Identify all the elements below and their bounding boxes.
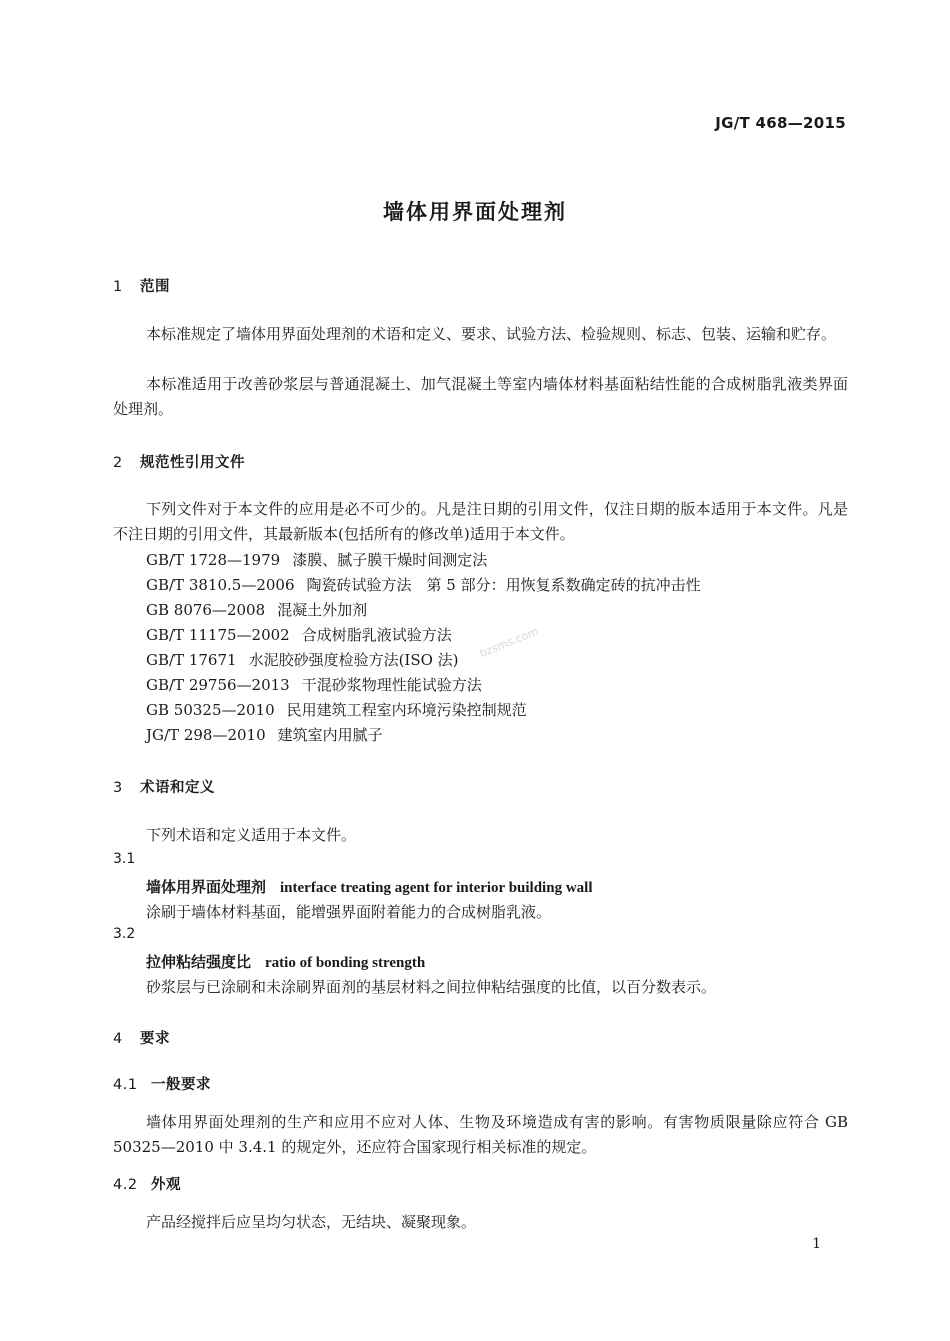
subsection-4-1-heading [113,1073,211,1094]
document-title: 墙体用界面处理剂 [383,200,567,224]
reference-name: 水泥胶砂强度检验方法(ISO 法) [248,651,459,669]
subsection-4-2-heading [113,1173,181,1194]
section-title: 规范性引用文件 [140,455,245,471]
section-title: 范围 [140,279,170,295]
section-1-paragraph-2: 本标准适用于改善砂浆层与普通混凝土、加气混凝土等室内墙体材料基面粘结性能的合成树脂乳液类界面处理剂。 [113,375,848,418]
reference-item [146,623,701,648]
subsection-4-2-text: 产品经搅拌后应呈均匀状态，无结块、凝聚现象。 [146,1213,477,1231]
subsection-number: 4.1 [113,1077,138,1093]
section-number: 4 [113,1031,123,1047]
reference-name: 民用建筑工程室内环境污染控制规范 [286,701,527,719]
reference-code: GB/T 1728—1979 [146,551,281,569]
reference-name: 建筑室内用腻子 [277,726,383,744]
reference-name: 干混砂浆物理性能试验方法 [301,676,482,694]
section-number: 2 [113,455,123,471]
reference-name: 漆膜、腻子膜干燥时间测定法 [292,551,488,569]
term-english: ratio of bonding strength [265,955,426,971]
reference-item [146,548,701,573]
reference-name: 合成树脂乳液试验方法 [301,626,452,644]
reference-item [146,648,701,673]
section-2-heading [113,451,245,472]
section-4-heading [113,1027,170,1048]
reference-code: GB 50325—2010 [146,701,275,719]
reference-code: GB/T 17671 [146,651,237,669]
section-title: 术语和定义 [140,780,215,796]
section-1-heading [113,275,170,296]
normative-references-list [146,548,701,748]
section-2-intro: 下列文件对于本文件的应用是必不可少的。凡是注日期的引用文件，仅注日期的版本适用于本文件。凡是不注日期的引用文件，其最新版本(包括所有的修改单)适用于本文件。 [113,500,848,543]
section-3-heading [113,776,215,797]
subsection-title: 一般要求 [151,1077,211,1093]
section-number: 1 [113,279,123,295]
reference-code: GB 8076—2008 [146,601,266,619]
reference-item [146,723,701,748]
reference-item [146,698,701,723]
reference-item [146,673,701,698]
reference-code: GB/T 29756—2013 [146,676,290,694]
term-title [146,876,592,897]
section-1-paragraph-1: 本标准规定了墙体用界面处理剂的术语和定义、要求、试验方法、检验规则、标志、包装、运输和贮存。 [146,325,837,343]
watermark: bzsms.com [477,624,541,661]
term-definition: 涂刷于墙体材料基面，能增强界面附着能力的合成树脂乳液。 [146,903,552,921]
term-chinese: 拉伸粘结强度比 [146,953,252,971]
reference-item [146,573,701,598]
reference-item [146,598,701,623]
section-3-intro: 下列术语和定义适用于本文件。 [146,826,357,844]
term-title [146,951,425,972]
page-number: 1 [812,1236,821,1252]
term-number: 3.1 [113,851,136,867]
reference-name: 陶瓷砖试验方法 第 5 部分：用恢复系数确定砖的抗冲击性 [306,576,701,594]
subsection-4-1-text: 墙体用界面处理剂的生产和应用不应对人体、生物及环境造成有害的影响。有害物质限量除应符合 GB 50325—2010 中 3.4.1 的规定外，还应符合国家现行相关标准的规定。 [113,1113,848,1156]
reference-code: GB/T 3810.5—2006 [146,576,295,594]
standard-code: JG/T 468—2015 [715,114,846,132]
section-number: 3 [113,780,123,796]
term-definition: 砂浆层与已涂刷和未涂刷界面剂的基层材料之间拉伸粘结强度的比值，以百分数表示。 [146,978,717,996]
subsection-number: 4.2 [113,1177,138,1193]
subsection-title: 外观 [151,1177,181,1193]
reference-name: 混凝土外加剂 [277,601,368,619]
section-title: 要求 [140,1031,170,1047]
reference-code: JG/T 298—2010 [146,726,266,744]
term-english: interface treating agent for interior building wall [280,880,593,896]
term-number: 3.2 [113,926,136,942]
reference-code: GB/T 11175—2002 [146,626,290,644]
term-chinese: 墙体用界面处理剂 [146,878,267,896]
